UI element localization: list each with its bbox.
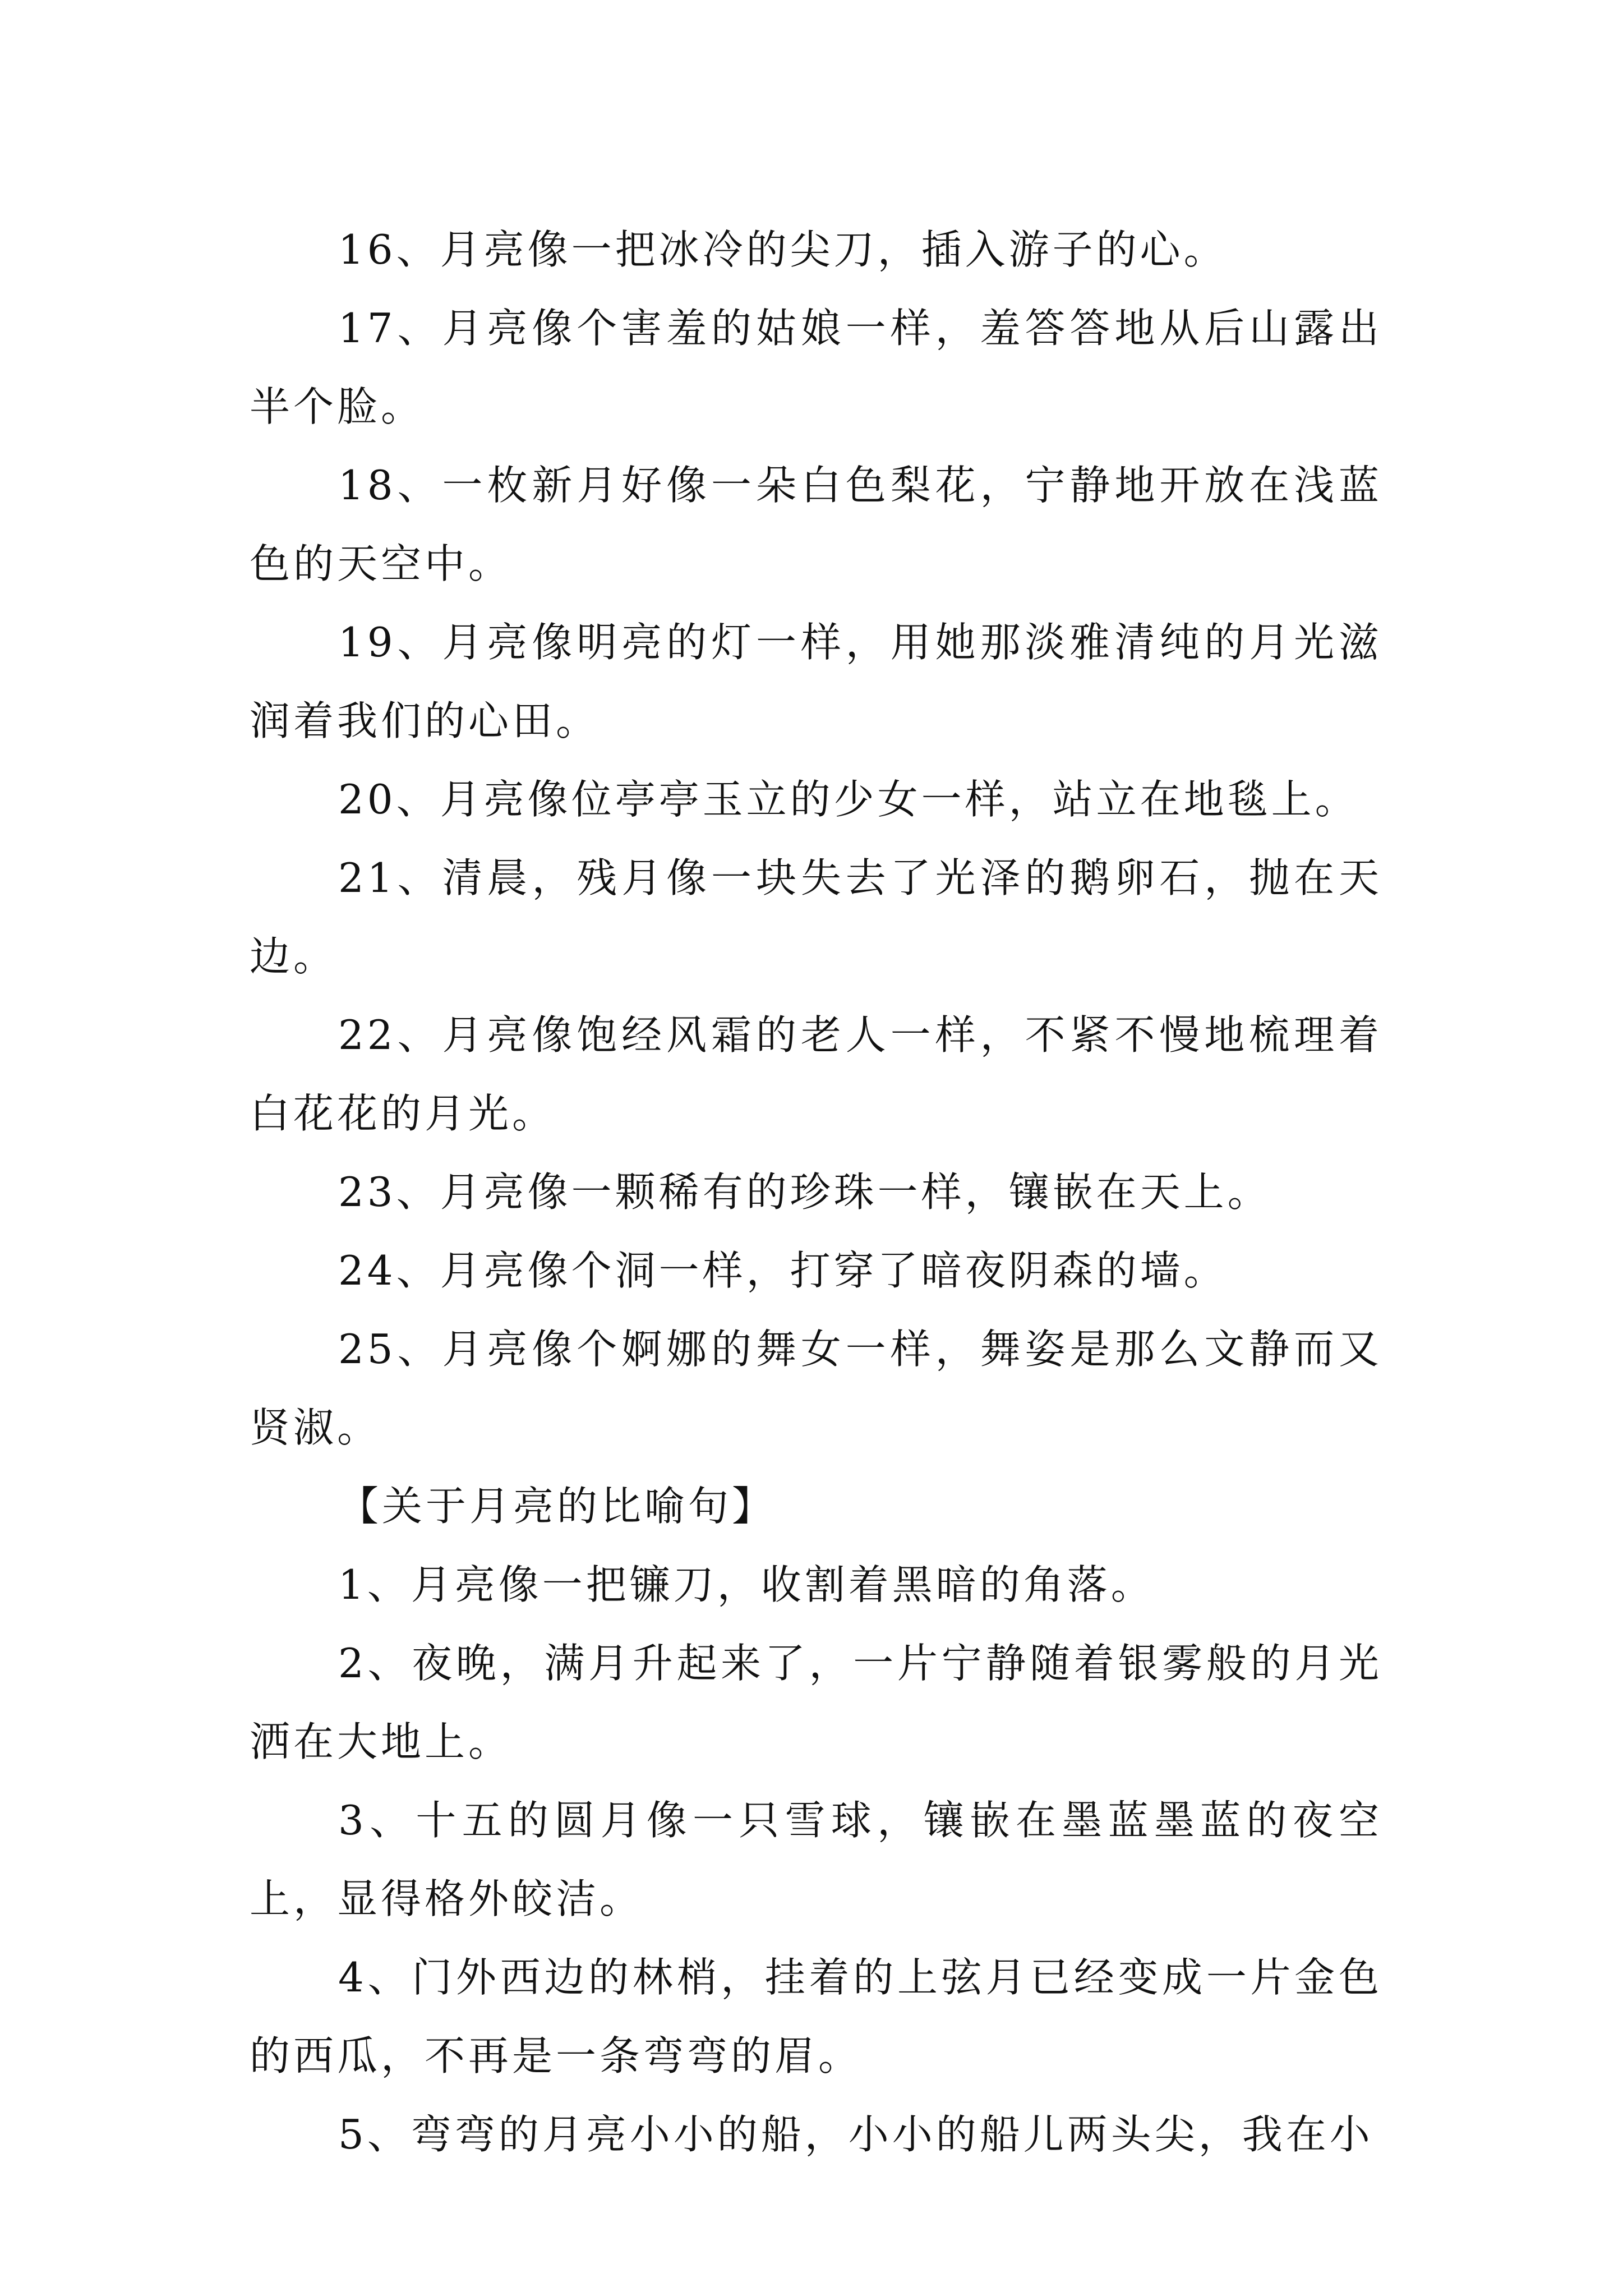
paragraph-19: 19、月亮像明亮的灯一样，用她那淡雅清纯的月光滋润着我们的心田。 [250, 619, 1382, 744]
document-body [250, 210, 1382, 2174]
paragraph-22: 22、月亮像饱经风霜的老人一样，不紧不慢地梳理着白花花的月光。 [250, 1011, 1382, 1137]
paragraph-24: 24、月亮像个洞一样，打穿了暗夜阴森的墙。 [338, 1247, 1228, 1294]
paragraph-3: 3、十五的圆月像一只雪球，镶嵌在墨蓝墨蓝的夜空上，显得格外皎洁。 [250, 1797, 1382, 1922]
paragraph-18: 18、一枚新月好像一朵白色梨花，宁静地开放在浅蓝色的天空中。 [250, 462, 1382, 587]
paragraph-2: 2、夜晚，满月升起来了，一片宁静随着银雾般的月光洒在大地上。 [250, 1640, 1382, 1765]
paragraph-21: 21、清晨，残月像一块失去了光泽的鹅卵石，抛在天边。 [250, 854, 1382, 980]
paragraph-17: 17、月亮像个害羞的姑娘一样，羞答答地从后山露出半个脸。 [250, 305, 1382, 430]
paragraph-5: 5、弯弯的月亮小小的船，小小的船儿两头尖，我在小 [338, 2111, 1373, 2158]
paragraph-16: 16、月亮像一把冰冷的尖刀，插入游子的心。 [338, 226, 1228, 273]
section-heading: 【关于月亮的比喻句】 [338, 1483, 776, 1530]
paragraph-4: 4、门外西边的林梢，挂着的上弦月已经变成一片金色的西瓜，不再是一条弯弯的眉。 [250, 1954, 1382, 2079]
paragraph-20: 20、月亮像位亭亭玉立的少女一样，站立在地毯上。 [338, 776, 1359, 823]
paragraph-1: 1、月亮像一把镰刀，收割着黑暗的角落。 [338, 1561, 1155, 1608]
paragraph-23: 23、月亮像一颗稀有的珍珠一样，镶嵌在天上。 [338, 1168, 1271, 1216]
paragraph-25: 25、月亮像个婀娜的舞女一样，舞姿是那么文静而又贤淑。 [250, 1326, 1382, 1451]
